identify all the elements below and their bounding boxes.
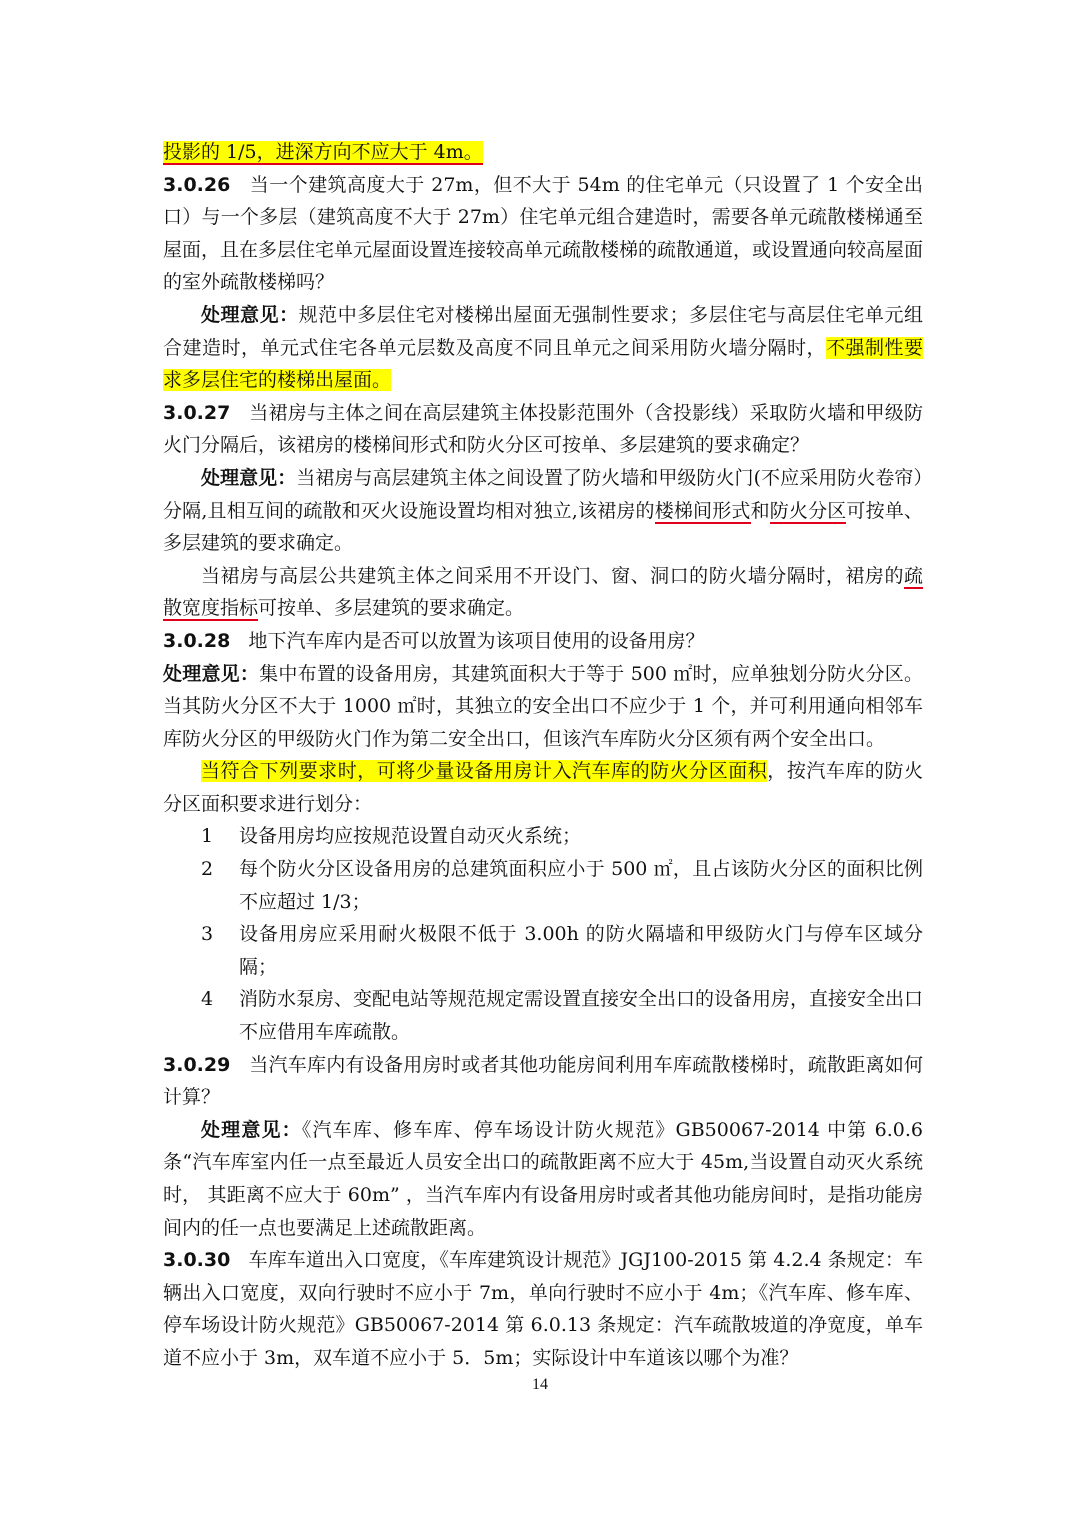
underlined-text: 楼梯间形式 xyxy=(654,499,751,522)
list-item xyxy=(163,820,923,853)
clause-number: 3.0.27 xyxy=(163,401,231,424)
question-text: 车库车道出入口宽度，《车库建筑设计规范》JGJ100-2015 第 4.2.4 条规定：车辆出入口宽度，双向行驶时不应小于 7m，单向行驶时不应小于 4m；《汽车库、修车库、停车场设计防火规范》GB50067-2014 第 6.0.13 条规定：汽车疏散坡道的净宽度，单车道不应小于 3m，双车道不应小于 5．5m；实际设计中车道该以哪个为准？ xyxy=(163,1249,923,1369)
clause-3-0-28-answer-2 xyxy=(163,755,923,820)
list-item xyxy=(163,918,923,983)
highlighted-text: 不强制性要求多层住宅的楼梯出屋面。 xyxy=(163,336,923,392)
clause-3-0-27-answer xyxy=(163,462,923,560)
underlined-text: 疏散宽度指标 xyxy=(163,564,923,620)
answer-text: ，按汽车库的防火分区面积要求进行划分： xyxy=(163,760,923,815)
list-item-text: 每个防火分区设备用房的总建筑面积应小于 500 ㎡，且占该防火分区的面积比例不应超过 1/3； xyxy=(239,858,923,913)
continued-line xyxy=(163,136,923,169)
answer-text: 可按单、多层建筑的要求确定。 xyxy=(163,499,923,555)
list-item-number: 4 xyxy=(201,988,214,1011)
answer-text: 集中布置的设备用房，其建筑面积大于等于 500 ㎡时，应单独划分防火分区。当其防火分区不大于 1000 ㎡时，其独立的安全出口不应少于 1 个，并可利用通向相邻车库防火分区的甲级防火门作为第二安全出口，但该汽车库防火分区须有两个安全出口。 xyxy=(163,662,923,750)
list-item-number: 3 xyxy=(201,923,214,946)
clause-number: 3.0.26 xyxy=(163,173,231,196)
page-number: 14 xyxy=(532,1376,548,1393)
question-text: 当汽车库内有设备用房时或者其他功能房间利用车库疏散楼梯时，疏散距离如何计算？ xyxy=(163,1053,923,1109)
highlighted-text: 投影的 1/5，进深方向不应大于 4m。 xyxy=(163,141,483,163)
highlighted-text: 当符合下列要求时，可将少量设备用房计入汽车库的防火分区面积 xyxy=(201,760,768,783)
clause-3-0-29-question xyxy=(163,1049,923,1114)
clause-number: 3.0.28 xyxy=(163,629,231,652)
question-text: 地下汽车库内是否可以放置为该项目使用的设备用房？ xyxy=(248,629,705,652)
list-item-number: 2 xyxy=(201,858,214,881)
answer-text: 规范中多层住宅对楼梯出屋面无强制性要求；多层住宅与高层住宅单元组合建造时，单元式住宅各单元层数及高度不同且单元之间采用防火墙分隔时， xyxy=(163,303,923,359)
list-item xyxy=(163,983,923,1048)
answer-label: 处理意见： xyxy=(201,1118,302,1141)
list-item-text: 设备用房均应按规范设置自动灭火系统； xyxy=(239,825,582,848)
question-text: 当一个建筑高度大于 27m，但不大于 54m 的住宅单元（只设置了 1 个安全出口）与一个多层（建筑高度不大于 27m）住宅单元组合建造时，需要各单元疏散楼梯通至屋面，且在多层住宅单元屋面设置连接较高单元疏散楼梯的疏散通道，或设置通向较高屋面的室外疏散楼梯吗？ xyxy=(163,173,924,294)
answer-label: 处理意见： xyxy=(163,662,260,685)
clause-3-0-29-answer xyxy=(163,1114,923,1244)
list-item-text: 设备用房应采用耐火极限不低于 3.00h 的防火隔墙和甲级防火门与停车区域分隔； xyxy=(239,923,923,978)
answer-label: 处理意见： xyxy=(201,466,297,489)
question-text: 当裙房与主体之间在高层建筑主体投影范围外（含投影线）采取防火墙和甲级防火门分隔后，该裙房的楼梯间形式和防火分区可按单、多层建筑的要求确定？ xyxy=(163,401,923,457)
answer-text: 当裙房与高层建筑主体之间设置了防火墙和甲级防火门(不应采用防火卷帘）分隔,且相互间的疏散和灭火设施设置均相对独立,该裙房的 xyxy=(163,466,923,522)
list-item xyxy=(163,853,923,918)
answer-text: 和 xyxy=(750,499,770,522)
clause-3-0-28-answer xyxy=(163,658,923,756)
answer-text: 《汽车库、修车库、停车场设计防火规范》GB50067-2014 中第 6.0.6 条“汽车库室内任一点至最近人员安全出口的疏散距离不应大于 45m,当设置自动灭火系统时， 其距离不应大于 60m” ，当汽车库内有设备用房时或者其他功能房间时，是指功能房间内的任一点也要满足上述疏散距离。 xyxy=(163,1118,923,1239)
answer-text: 当裙房与高层公共建筑主体之间采用不开设门、窗、洞口的防火墙分隔时，裙房的 xyxy=(201,564,904,587)
answer-label: 处理意见： xyxy=(201,303,299,326)
underlined-text: 防火分区 xyxy=(769,499,847,522)
clause-3-0-28-question xyxy=(163,625,923,658)
clause-3-0-27-answer-2 xyxy=(163,560,923,625)
clause-3-0-30-question xyxy=(163,1244,923,1374)
clause-3-0-27-question xyxy=(163,397,923,462)
page-content xyxy=(163,136,923,1375)
clause-3-0-26-answer xyxy=(163,299,923,397)
list-item-number: 1 xyxy=(201,825,214,848)
list-item-text: 消防水泵房、变配电站等规范规定需设置直接安全出口的设备用房，直接安全出口不应借用车库疏散。 xyxy=(239,988,924,1044)
clause-number: 3.0.30 xyxy=(163,1249,231,1272)
clause-3-0-26-question xyxy=(163,169,923,299)
answer-text: 可按单、多层建筑的要求确定。 xyxy=(258,597,525,620)
clause-number: 3.0.29 xyxy=(163,1053,231,1076)
